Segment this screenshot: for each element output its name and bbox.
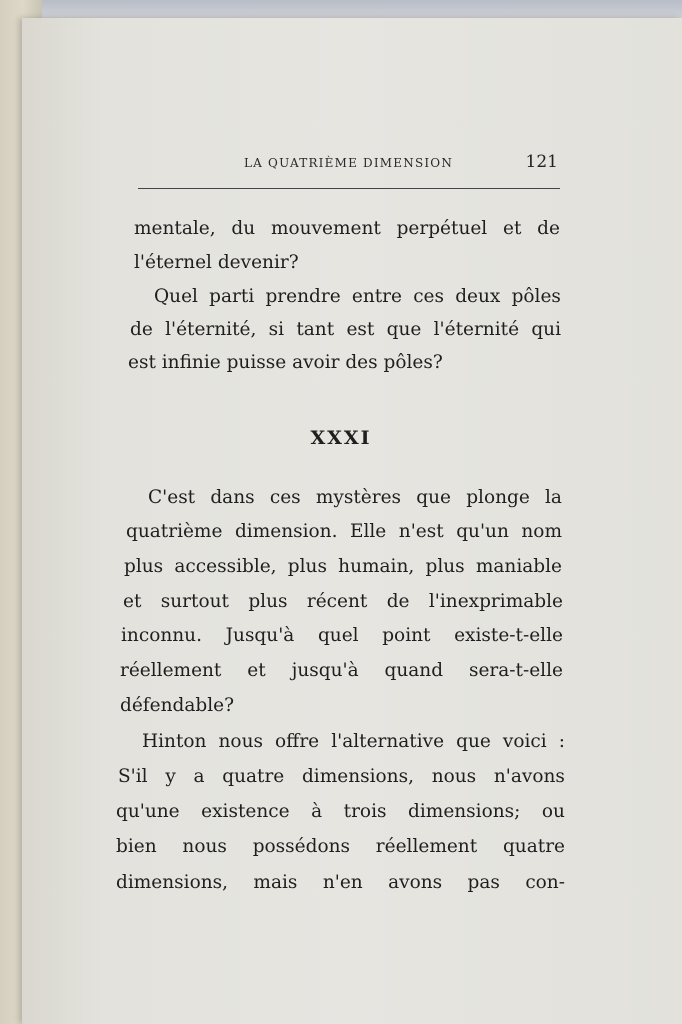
text-line: et surtout plus récent de l'inexprimable: [123, 591, 563, 612]
text-line: quatrième dimension. Elle n'est qu'un nom: [126, 521, 562, 542]
text-line: inconnu. Jusqu'à quel point existe-t-elle: [121, 625, 563, 646]
text-line: de l'éternité, si tant est que l'éternité qui: [130, 319, 561, 340]
text-line: Hinton nous offre l'alternative que voici :: [142, 731, 565, 752]
text-line: S'il y a quatre dimensions, nous n'avons: [118, 766, 565, 787]
running-head-title: LA QUATRIÈME DIMENSION: [244, 156, 454, 170]
text-line: qu'une existence à trois dimensions; ou: [116, 801, 565, 822]
section-heading: XXXI: [310, 427, 372, 449]
text-line: dimensions, mais n'en avons pas con-: [116, 872, 565, 893]
running-head: [138, 150, 560, 180]
text-line: défendable?: [120, 695, 234, 716]
text-line: Quel parti prendre entre ces deux pôles: [154, 286, 561, 307]
text-line: plus accessible, plus humain, plus maniable: [124, 556, 562, 577]
text-line: réellement et jusqu'à quand sera-t-elle: [120, 660, 563, 681]
text-line: bien nous possédons réellement quatre: [116, 836, 565, 857]
page-number: 121: [525, 152, 558, 172]
text-line: l'éternel devenir?: [134, 252, 299, 273]
text-line: C'est dans ces mystères que plonge la: [148, 487, 562, 508]
header-rule: [138, 188, 560, 189]
text-line: est infinie puisse avoir des pôles?: [128, 352, 443, 373]
text-line: mentale, du mouvement perpétuel et de: [134, 218, 560, 239]
